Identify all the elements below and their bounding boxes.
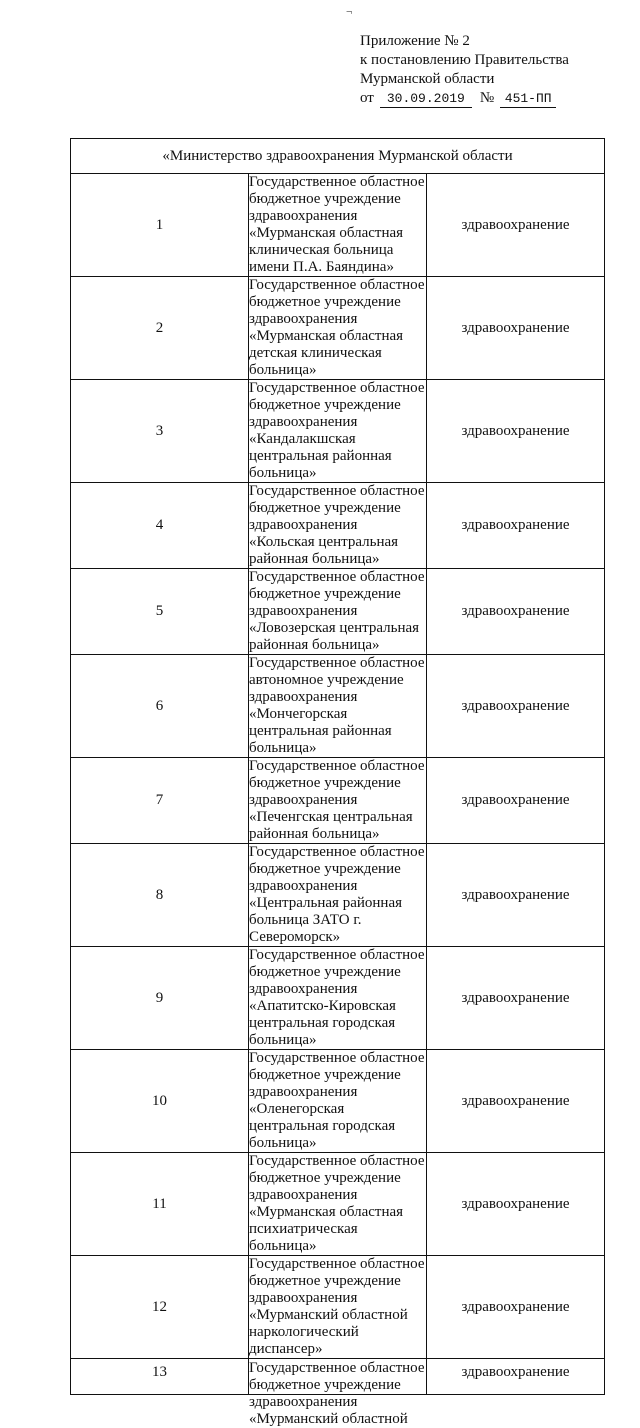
row-number: 12 xyxy=(71,1256,249,1359)
row-number: 8 xyxy=(71,844,249,947)
table-row xyxy=(71,1359,605,1395)
row-number: 9 xyxy=(71,947,249,1050)
resolution-reference: к постановлению Правительства xyxy=(360,52,569,68)
institution-name: Государственное областное автономное учреждение здравоохранения «Мончегорская центральная районная больница» xyxy=(249,655,425,756)
institution-cell xyxy=(249,1153,427,1256)
corner-mark: ¬ xyxy=(346,6,353,18)
institutions-table xyxy=(70,138,605,1427)
row-number: 7 xyxy=(71,758,249,844)
table-row xyxy=(71,1256,605,1359)
table-row xyxy=(71,758,605,844)
activity-field: здравоохранение xyxy=(427,844,605,947)
activity-field: здравоохранение xyxy=(427,1359,605,1395)
institution-name: Государственное областное бюджетное учреждение здравоохранения «Мурманский областной наркологический диспансер» xyxy=(249,1256,425,1357)
department-title: «Министерство здравоохранения Мурманской области xyxy=(71,139,605,174)
institution-name: Государственное областное бюджетное учреждение здравоохранения «Мурманская областная клиническая больница имени П.А. Баяндина» xyxy=(249,174,425,275)
resolution-date-line xyxy=(360,89,620,108)
institution-cell xyxy=(249,655,427,758)
activity-field: здравоохранение xyxy=(427,277,605,380)
table-row xyxy=(71,1153,605,1256)
region-name: Мурманской области xyxy=(360,71,495,87)
activity-field: здравоохранение xyxy=(427,483,605,569)
table-row xyxy=(71,174,605,277)
table-row xyxy=(71,844,605,947)
institution-cell xyxy=(249,1256,427,1359)
institution-cell xyxy=(249,174,427,277)
institution-cell xyxy=(249,1050,427,1153)
department-row xyxy=(71,139,605,174)
institution-name: Государственное областное бюджетное учреждение здравоохранения «Оленегорская центральная городская больница» xyxy=(249,1050,425,1151)
institution-cell xyxy=(249,569,427,655)
row-number: 13 xyxy=(71,1359,249,1395)
appendix-header xyxy=(360,32,620,108)
institution-cell xyxy=(249,758,427,844)
activity-field: здравоохранение xyxy=(427,569,605,655)
institution-cell xyxy=(249,844,427,947)
row-number: 5 xyxy=(71,569,249,655)
institution-name: Государственное областное бюджетное учреждение здравоохранения «Мурманская областная детская клиническая больница» xyxy=(249,277,425,378)
institution-name: Государственное областное бюджетное учреждение здравоохранения «Кандалакшская центральная районная больница» xyxy=(249,380,425,481)
table-row xyxy=(71,947,605,1050)
activity-field: здравоохранение xyxy=(427,1256,605,1359)
appendix-title: Приложение № 2 xyxy=(360,33,470,49)
table-row xyxy=(71,655,605,758)
activity-field: здравоохранение xyxy=(427,947,605,1050)
activity-field: здравоохранение xyxy=(427,1153,605,1256)
table-row xyxy=(71,277,605,380)
row-number: 1 xyxy=(71,174,249,277)
institution-name: Государственное областное бюджетное учреждение здравоохранения «Кольская центральная районная больница» xyxy=(249,483,425,567)
row-number: 3 xyxy=(71,380,249,483)
row-number: 4 xyxy=(71,483,249,569)
activity-field: здравоохранение xyxy=(427,655,605,758)
institution-cell xyxy=(249,483,427,569)
table-row xyxy=(71,483,605,569)
row-number: 10 xyxy=(71,1050,249,1153)
institution-name: Государственное областное бюджетное учреждение здравоохранения «Мурманская областная психиатрическая больница» xyxy=(249,1153,425,1254)
institution-name: Государственное областное бюджетное учреждение здравоохранения «Центральная районная больница ЗАТО г. Североморск» xyxy=(249,844,425,945)
institution-cell xyxy=(249,277,427,380)
row-number: 11 xyxy=(71,1153,249,1256)
resolution-date: 30.09.2019 xyxy=(380,91,472,108)
table-row xyxy=(71,380,605,483)
table-row xyxy=(71,569,605,655)
row-number: 6 xyxy=(71,655,249,758)
institution-cell xyxy=(249,1359,427,1427)
activity-field: здравоохранение xyxy=(427,758,605,844)
institution-name: Государственное областное бюджетное учреждение здравоохранения «Мурманский областной xyxy=(249,1360,425,1427)
activity-field: здравоохранение xyxy=(427,174,605,277)
institution-cell xyxy=(249,947,427,1050)
resolution-number: 451-ПП xyxy=(500,91,556,108)
institution-name: Государственное областное бюджетное учреждение здравоохранения «Ловозерская центральная районная больница» xyxy=(249,569,425,653)
institution-name: Государственное областное бюджетное учреждение здравоохранения «Печенгская центральная районная больница» xyxy=(249,758,425,842)
institution-name: Государственное областное бюджетное учреждение здравоохранения «Апатитско-Кировская центральная городская больница» xyxy=(249,947,425,1048)
number-sign: № xyxy=(479,90,495,106)
institution-cell xyxy=(249,380,427,483)
from-label: от xyxy=(360,90,374,106)
activity-field: здравоохранение xyxy=(427,1050,605,1153)
row-number: 2 xyxy=(71,277,249,380)
activity-field: здравоохранение xyxy=(427,380,605,483)
table-row xyxy=(71,1050,605,1153)
